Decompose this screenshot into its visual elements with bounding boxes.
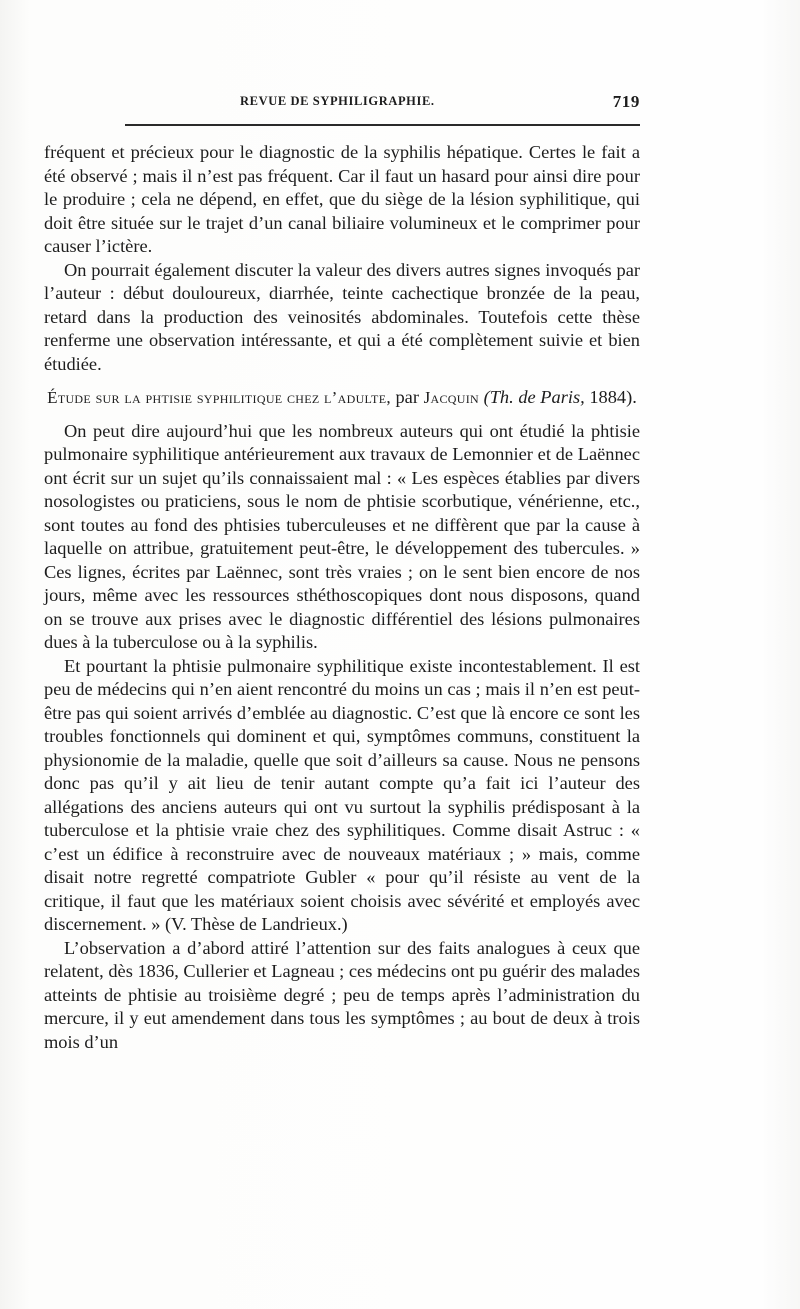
- section-source: (Th. de Paris,: [483, 387, 585, 407]
- section-by: par: [395, 387, 419, 407]
- running-title: REVUE DE SYPHILIGRAPHIE.: [240, 94, 435, 108]
- body-text: [44, 141, 640, 1054]
- paragraph-3: On peut dire aujourd’hui que les nombreux auteurs qui ont étudié la phtisie pulmonaire syphilitique antérieurement aux travaux de Lemonnier et de Laënnec ont écrit sur un sujet qu’ils connaissaient mal : « Les espèces établies par divers nosologistes ou praticiens, sous le nom de phtisie scorbutique, vénérienne, etc., sont toutes au fond des phtisies tuberculeuses et ne diffèrent que par la cause à laquelle on attribue, gratuitement peut-être, le développement des tubercules. » Ces lignes, écrites par Laënnec, sont très vraies ; on le sent bien encore de nos jours, même avec les ressources sthéthoscopiques dont nous disposons, quand on se trouve aux prises avec le diagnostic différentiel des lésions pulmonaires dues à la tuberculose ou à la syphilis.: [44, 420, 640, 652]
- page-number: 719: [612, 92, 640, 111]
- paragraph-5: L’observation a d’abord attiré l’attention sur des faits analogues à ceux que relatent, dès 1836, Cullerier et Lagneau ; ces médecins ont pu guérir des malades atteints de phtisie au troisième degré ; peu de temps après l’administration du mercure, il y eut amendement dans tous les symptômes ; au bout de deux à trois mois d’un: [44, 937, 640, 1052]
- section-title: Étude sur la phtisie syphilitique chez l’adulte,: [47, 388, 391, 407]
- header-rule: [125, 124, 640, 126]
- paragraph-1: fréquent et précieux pour le diagnostic de la syphilis hépatique. Certes le fait a été observé ; mais il n’est pas fréquent. Car il faut un hasard pour ainsi dire pour le produire ; cela ne dépend, en effet, que du siège de la lésion syphilitique, qui doit être située sur le trajet d’un canal biliaire volumineux et le comprimer pour causer l’ictère.: [44, 142, 640, 256]
- section-year: 1884).: [589, 387, 637, 407]
- section-author: Jacquin: [423, 388, 479, 407]
- paragraph-2: On pourrait également discuter la valeur des divers autres signes invoqués par l’auteur : début douloureux, diarrhée, teinte cachectique bronzée de la peau, retard dans la production des veinosités abdominales. Toutefois cette thèse renferme une observation intéressante, et qui a été complètement suivie et bien étudiée.: [44, 259, 640, 374]
- running-header: [44, 94, 640, 114]
- paragraph-4: Et pourtant la phtisie pulmonaire syphilitique existe incontestablement. Il est peu de médecins qui n’en aient rencontré du moins un cas ; mais il n’en est peut-être pas qui soient arrivés d’emblée au diagnostic. C’est que là encore ce sont les troubles fonctionnels qui dominent et qui, symptômes communs, constituent la physionomie de la maladie, quelle que soit d’ailleurs sa cause. Nous ne pensons donc pas qu’il y ait lieu de tenir autant compte qu’a fait ici l’auteur des allégations des anciens auteurs qui ont vu surtout la syphilis prédisposant à la tuberculose et la phtisie vraie chez des syphilitiques. Comme disait Astruc : « c’est un édifice à reconstruire avec de nouveaux matériaux ; » mais, comme disait notre regretté compatriote Gubler « pour qu’il résiste au vent de la critique, il faut que les matériaux soient choisis avec sévérité et employés avec discernement. » (V. Thèse de Landrieux.): [44, 655, 640, 934]
- section-heading: [44, 386, 640, 410]
